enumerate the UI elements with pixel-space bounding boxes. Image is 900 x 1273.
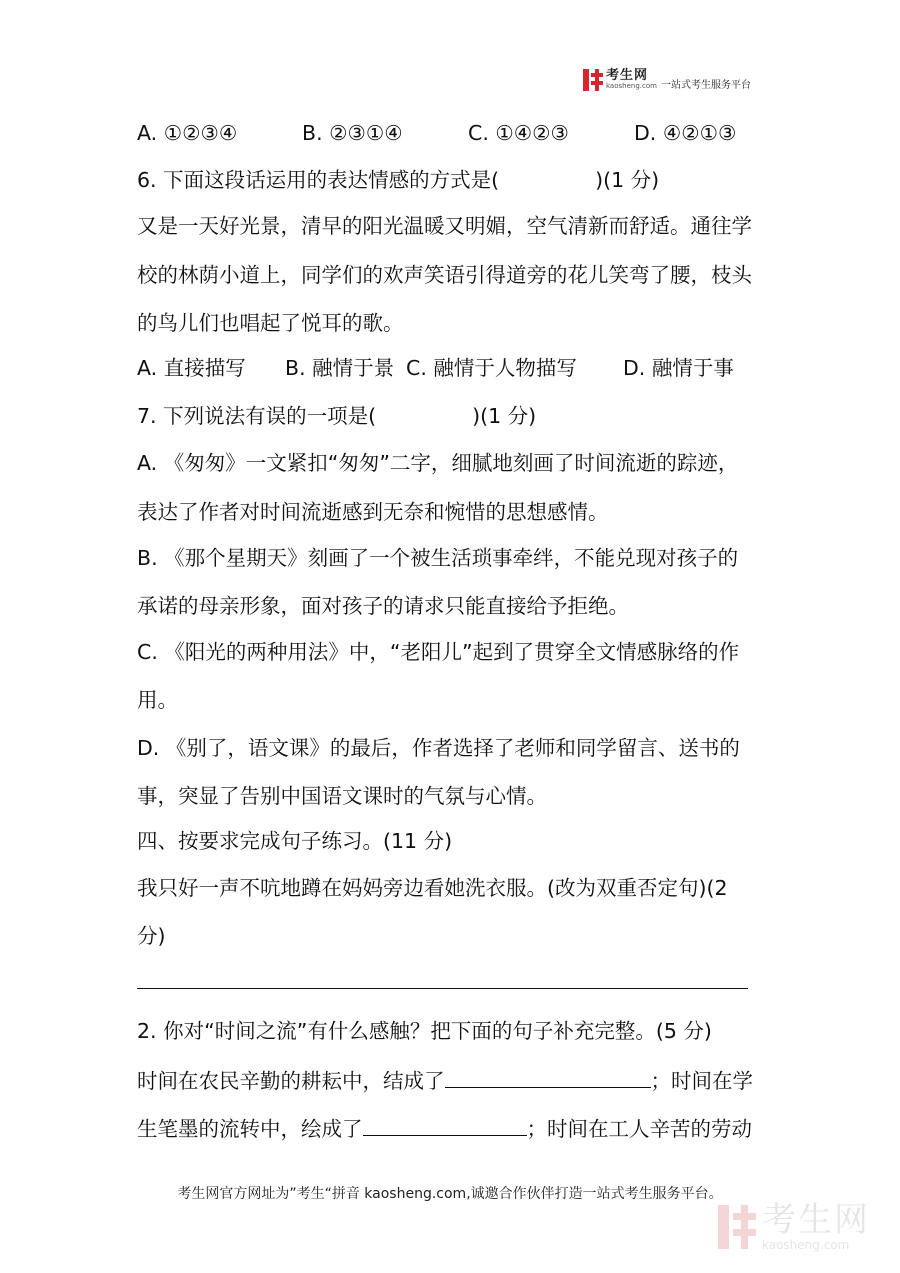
logo-slogan: 一站式考生服务平台 (660, 80, 751, 91)
logo-wordmark (606, 69, 657, 90)
fill-blank[interactable] (363, 1116, 527, 1136)
q7-option-line: 事，突显了告别中国语文课时的气氛与心情。 (137, 784, 547, 808)
q7-option-line: 承诺的母亲形象，面对孩子的请求只能直接给予拒绝。 (137, 594, 629, 618)
header-logo (583, 68, 751, 91)
q7-option-line: 表达了作者对时间流逝感到无奈和惋惜的思想感情。 (137, 500, 609, 524)
page-footer: 考生网官方网址为”考生“拼音 kaosheng.com,诚邀合作伙伴打造一站式考生服务平台。 (177, 1186, 723, 1202)
q2-line-text: ；时间在学 (650, 1069, 753, 1093)
q7-option-line: D. 《别了，语文课》的最后，作者选择了老师和同学留言、送书的 (137, 736, 740, 760)
q6-score: )(1 分) (595, 168, 660, 192)
q6-option-a: A. 直接描写 (137, 356, 246, 380)
section4-heading: 四、按要求完成句子练习。(11 分) (137, 829, 453, 853)
watermark-domain: kaosheng.com (762, 1238, 850, 1252)
q2-line (137, 1116, 752, 1140)
q6-option-b: B. 融情于景 (285, 356, 395, 380)
q6-option-c: C. 融情于人物描写 (406, 356, 577, 380)
q7-stem-text: 7. 下列说法有误的一项是( (137, 404, 377, 428)
q7-option-line: A. 《匆匆》一文紧扣“匆匆”二字，细腻地刻画了时间流逝的踪迹， (137, 451, 739, 475)
q6-passage-line: 的鸟儿们也唱起了悦耳的歌。 (137, 311, 404, 335)
q7-option-line: B. 《那个星期天》刻画了一个被生活琐事牵绊，不能兑现对孩子的 (137, 546, 739, 570)
logo-domain: kaosheng.com (606, 82, 657, 90)
watermark-text (762, 1200, 870, 1252)
section4-q1-line: 分) (137, 924, 166, 948)
q2-line-text: 生笔墨的流转中，绘成了 (137, 1117, 363, 1141)
logo-text: 考生网 (606, 68, 649, 83)
q7-score: )(1 分) (472, 404, 537, 428)
q2-line-text: 时间在农民辛勤的耕耘中，结成了 (137, 1069, 445, 1093)
q7-option-line: 用。 (137, 688, 178, 712)
q2-line (137, 1068, 753, 1092)
q2-stem: 2. 你对“时间之流”有什么感触？把下面的句子补充完整。(5 分) (137, 1019, 712, 1043)
q6-stem-text: 6. 下面这段话运用的表达情感的方式是( (137, 168, 500, 192)
watermark (718, 1200, 870, 1252)
q6-stem (137, 170, 659, 191)
section4-q1-line: 我只好一声不吭地蹲在妈妈旁边看她洗衣服。(改为双重否定句)(2 (137, 876, 728, 900)
q5-option-c: C. ①④②③ (468, 121, 569, 145)
q5-option-d: D. ④②①③ (634, 121, 737, 145)
watermark-logo-icon (718, 1205, 756, 1249)
answer-line[interactable] (137, 988, 748, 989)
q5-option-b: B. ②③①④ (302, 121, 403, 145)
watermark-name: 考生网 (762, 1200, 870, 1240)
q6-passage-line: 校的林荫小道上，同学们的欢声笑语引得道旁的花儿笑弯了腰，枝头 (137, 263, 752, 287)
q7-option-line: C. 《阳光的两种用法》中，“老阳儿”起到了贯穿全文情感脉络的作 (137, 640, 740, 664)
kaosheng-logo-icon (583, 69, 603, 91)
q2-line-text: ；时间在工人辛苦的劳动 (526, 1117, 752, 1141)
q7-stem (137, 406, 536, 427)
q6-passage-line: 又是一天好光景，清早的阳光温暖又明媚，空气清新而舒适。通往学 (137, 214, 752, 238)
fill-blank[interactable] (445, 1068, 651, 1088)
q5-option-a: A. ①②③④ (137, 121, 238, 145)
q6-option-d: D. 融情于事 (623, 356, 734, 380)
